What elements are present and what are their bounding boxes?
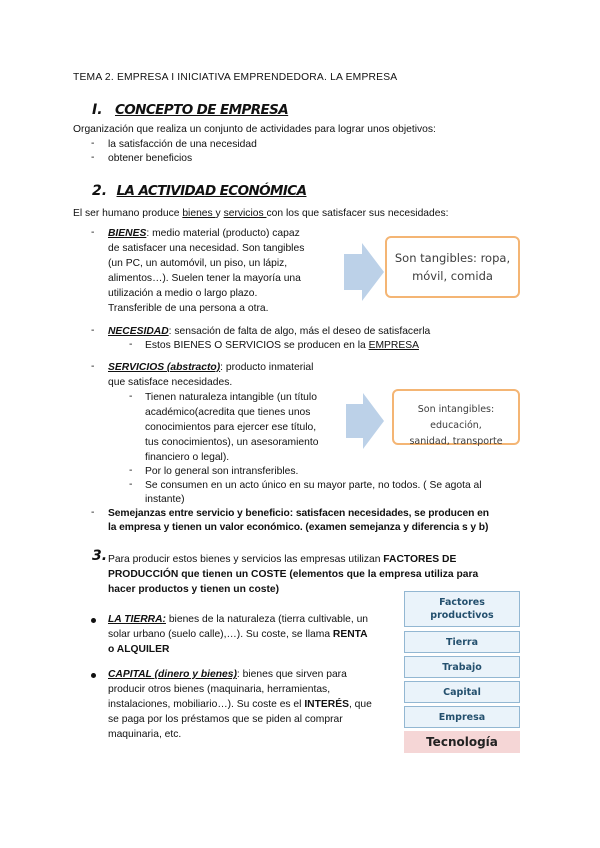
capital-text: : bienes que sirven para: [236, 669, 347, 680]
section-2-intro: [73, 207, 449, 222]
bienes-line: utilización a medio o largo plazo.: [108, 288, 258, 299]
bullet-icon: [91, 673, 96, 678]
section-3-line: hacer productos y tienen un coste): [108, 584, 280, 595]
bienes-definition: [108, 227, 300, 242]
section-3-text: Para producir estos bienes y servicios las empresas utilizan: [108, 554, 384, 565]
necesidad-sub-text: Estos BIENES O SERVICIOS se producen en la: [145, 340, 369, 351]
list-item: la satisfacción de una necesidad: [108, 139, 257, 150]
servicios-text: : producto inmaterial: [220, 362, 314, 373]
document-header: TEMA 2. EMPRESA I INICIATIVA EMPRENDEDORA. LA EMPRESA: [73, 72, 398, 83]
semejanzas-line: Semejanzas entre servicio y beneficio: satisfacen necesidades, se producen en: [108, 508, 489, 519]
servicios-sub-line: financiero o legal).: [145, 452, 230, 463]
bienes-term: BIENES: [108, 228, 147, 239]
factor-tecnologia: Tecnología: [404, 731, 520, 753]
factor-tierra: Tierra: [404, 631, 520, 653]
tierra-term: LA TIERRA:: [108, 614, 166, 625]
box-line: móvil, comida: [412, 269, 493, 283]
list-dash: -: [91, 138, 95, 149]
factores-title-line: Factores: [439, 597, 485, 608]
list-item: obtener beneficios: [108, 153, 193, 164]
section-3-number: 3.: [92, 548, 108, 564]
necesidad-sub: [145, 339, 419, 354]
servicios-example-box: [392, 389, 520, 445]
bullet-icon: [91, 618, 96, 623]
section-2-heading: [92, 182, 306, 200]
tierra-renta: RENTA: [332, 629, 368, 640]
list-dash: -: [129, 391, 133, 402]
section-1-intro: Organización que realiza un conjunto de actividades para lograr unos objetivos:: [73, 124, 436, 135]
servicios-sub-line: tus conocimientos), un asesoramiento: [145, 437, 319, 448]
factor-trabajo: Trabajo: [404, 656, 520, 678]
list-dash: -: [129, 479, 133, 490]
list-dash: -: [91, 361, 95, 372]
necesidad-term: NECESIDAD: [108, 326, 169, 337]
list-dash: -: [91, 507, 95, 518]
capital-text: instalaciones, mobiliario…). Su coste es el: [108, 699, 305, 710]
intro-text: El ser humano produce: [73, 208, 183, 219]
factor-empresa: Empresa: [404, 706, 520, 728]
section-1-number: I.: [92, 102, 103, 118]
factor-capital: Capital: [404, 681, 520, 703]
intro-servicios: servicios: [223, 208, 267, 219]
capital-line: se paga por los préstamos que se piden al comprar: [108, 714, 343, 725]
servicios-definition: [108, 361, 313, 376]
servicios-sub-line: Tienen naturaleza intangible (un título: [145, 392, 317, 403]
semejanzas-line: la empresa y tienen un valor económico. (examen semejanza y diferencia s y b): [108, 522, 489, 533]
section-2-number: 2.: [92, 183, 108, 199]
tierra-text: solar urbano (suelo calle),…). Su coste, se llama: [108, 629, 333, 640]
bienes-line: Transferible de una persona a otra.: [108, 303, 269, 314]
capital-line: maquinaria, etc.: [108, 729, 182, 740]
box-line: Son intangibles: educación,: [417, 404, 495, 431]
servicios-line: que satisface necesidades.: [108, 377, 233, 388]
necesidad-empresa: EMPRESA: [368, 340, 419, 351]
section-1-title: CONCEPTO DE EMPRESA: [114, 102, 289, 118]
box-line: Son tangibles: ropa,: [394, 251, 511, 265]
capital-line: [108, 698, 372, 713]
list-dash: -: [91, 227, 95, 238]
servicios-term: SERVICIOS (abstracto): [108, 362, 221, 373]
arrow-right-icon: [346, 393, 386, 449]
list-dash: -: [129, 465, 133, 476]
capital-term: CAPITAL (dinero y bienes): [108, 669, 237, 680]
section-2-title: LA ACTIVIDAD ECONÓMICA: [116, 183, 307, 199]
section-3-line: [108, 553, 456, 568]
intro-text: con los que satisfacer sus necesidades:: [266, 208, 449, 219]
bienes-line: (un PC, un automóvil, un piso, un lápiz,: [108, 258, 288, 269]
servicios-sub-line: conocimientos para ejercer ese título,: [145, 422, 317, 433]
tierra-text: bienes de la naturaleza (tierra cultivable, un: [165, 614, 369, 625]
tierra-line: [108, 613, 368, 628]
factores-title-box: [404, 591, 520, 627]
section-1-heading: [92, 101, 288, 119]
necesidad-definition: [108, 325, 430, 340]
servicios-sub-line: Por lo general son intransferibles.: [145, 466, 299, 477]
servicios-sub-line: académico(acredita que tienes unos: [145, 407, 311, 418]
bienes-example-box: [385, 236, 520, 298]
list-dash: -: [91, 152, 95, 163]
capital-line: producir otros bienes (maquinaria, herramientas,: [108, 684, 331, 695]
necesidad-text: : sensación de falta de algo, más el deseo de satisfacerla: [168, 326, 431, 337]
capital-line: [108, 668, 347, 683]
capital-interes: INTERÉS: [304, 699, 349, 710]
intro-bienes: bienes: [182, 208, 216, 219]
box-line: sanidad, transporte: [409, 436, 503, 447]
tierra-line: o ALQUILER: [108, 644, 170, 655]
servicios-sub-line: Se consumen en un acto único en su mayor parte, no todos. ( Se agota al: [145, 480, 482, 491]
bienes-line: de satisfacer una necesidad. Son tangibles: [108, 243, 305, 254]
tierra-line: [108, 628, 368, 643]
bienes-line: alimentos…). Suelen tener la mayoría una: [108, 273, 301, 284]
intro-text: y: [215, 208, 224, 219]
section-3-bold: FACTORES DE: [383, 554, 457, 565]
servicios-sub-line: instante): [145, 494, 185, 505]
list-dash: -: [129, 339, 133, 350]
arrow-right-icon: [344, 243, 386, 301]
section-3-line: PRODUCCIÓN que tienen un COSTE (elementos que la empresa utiliza para: [108, 569, 479, 580]
factores-title-line: productivos: [430, 610, 494, 621]
list-dash: -: [91, 325, 95, 336]
capital-text: , que: [348, 699, 372, 710]
bienes-line: : medio material (producto) capaz: [146, 228, 300, 239]
